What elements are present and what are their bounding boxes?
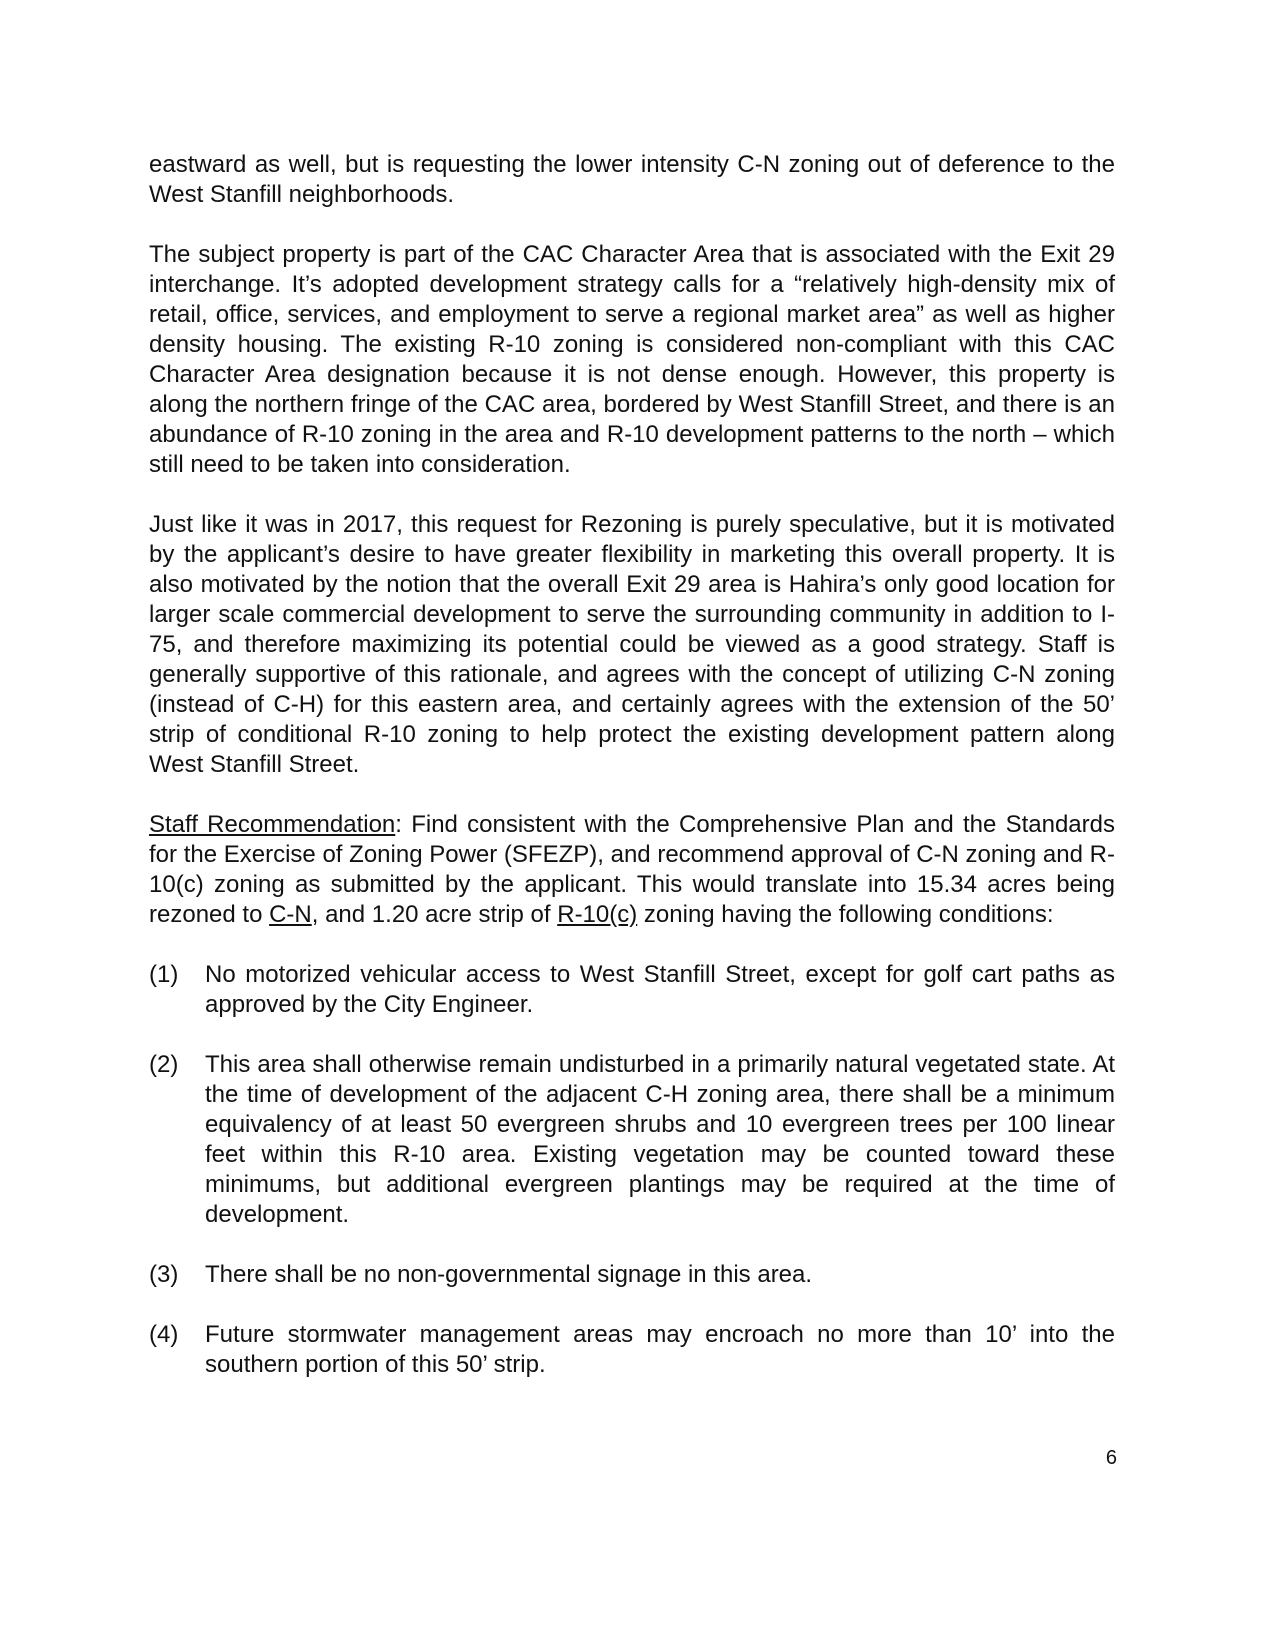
condition-number: (1) (149, 961, 179, 988)
condition-item (149, 1260, 1115, 1290)
condition-number: (3) (149, 1261, 179, 1288)
condition-item (149, 1050, 1115, 1230)
zone-r10c-label: R-10(c) (557, 901, 638, 928)
paragraph-staff-recommendation (149, 810, 1115, 930)
condition-text: No motorized vehicular access to West Stanfill Street, except for golf cart paths as approved by the City Engineer. (205, 961, 1115, 1018)
condition-item (149, 1320, 1115, 1380)
recommendation-text-3: zoning having the following conditions: (637, 901, 1054, 928)
recommendation-text-2: , and 1.20 acre strip of (311, 901, 558, 928)
paragraph-cac-character-area: The subject property is part of the CAC Character Area that is associated with the Exit 29 interchange. It’s adopted development strategy calls for a “relatively high-density mix of retail, office, services, and employment to serve a regional market area” as well as higher density housing. The existing R-10 zoning is considered non-compliant with this CAC Character Area designation because it is not dense enough. However, this property is along the northern fringe of the CAC area, bordered by West Stanfill Street, and there is an abundance of R-10 zoning in the area and R-10 development patterns to the north – which still need to be taken into consideration. (149, 241, 1115, 478)
paragraph-rezoning-rationale: Just like it was in 2017, this request for Rezoning is purely speculative, but it is motivated by the applicant’s desire to have greater flexibility in marketing this overall property. It is also motivated by the notion that the overall Exit 29 area is Hahira’s only good location for larger scale commercial development to serve the surrounding community in addition to I-75, and therefore maximizing its potential could be viewed as a good strategy. Staff is generally supportive of this rationale, and agrees with the concept of utilizing C-N zoning (instead of C-H) for this eastern area, and certainly agrees with the extension of the 50’ strip of conditional R-10 zoning to help protect the existing development pattern along West Stanfill Street. (149, 511, 1115, 778)
zone-cn-label: C-N (269, 901, 312, 928)
paragraph-continuation: eastward as well, but is requesting the lower intensity C-N zoning out of deference to the West Stanfill neighborhoods. (149, 151, 1115, 208)
document-page (149, 150, 1115, 1410)
condition-text: Future stormwater management areas may encroach no more than 10’ into the southern portion of this 50’ strip. (205, 1321, 1115, 1378)
condition-text: There shall be no non-governmental signage in this area. (205, 1261, 813, 1288)
condition-number: (4) (149, 1321, 179, 1348)
recommendation-text-1: : Find consistent with the Comprehensive Plan and the Standards for the Exercise of Zoning Power (SFEZP), and recommend approval of C-N zoning and R-10(c) zoning as submitted by the applicant. This would translate into 15.34 acres being rezoned to (149, 811, 1115, 928)
condition-item (149, 960, 1115, 1020)
condition-number: (2) (149, 1051, 179, 1078)
staff-recommendation-label: Staff Recommendation (149, 811, 396, 838)
condition-text: This area shall otherwise remain undisturbed in a primarily natural vegetated state. At the time of development of the adjacent C-H zoning area, there shall be a minimum equivalency of at least 50 evergreen shrubs and 10 evergreen trees per 100 linear feet within this R-10 area. Existing vegetation may be counted toward these minimums, but additional evergreen plantings may be required at the time of development. (205, 1051, 1115, 1228)
page-number: 6 (1105, 1447, 1117, 1469)
